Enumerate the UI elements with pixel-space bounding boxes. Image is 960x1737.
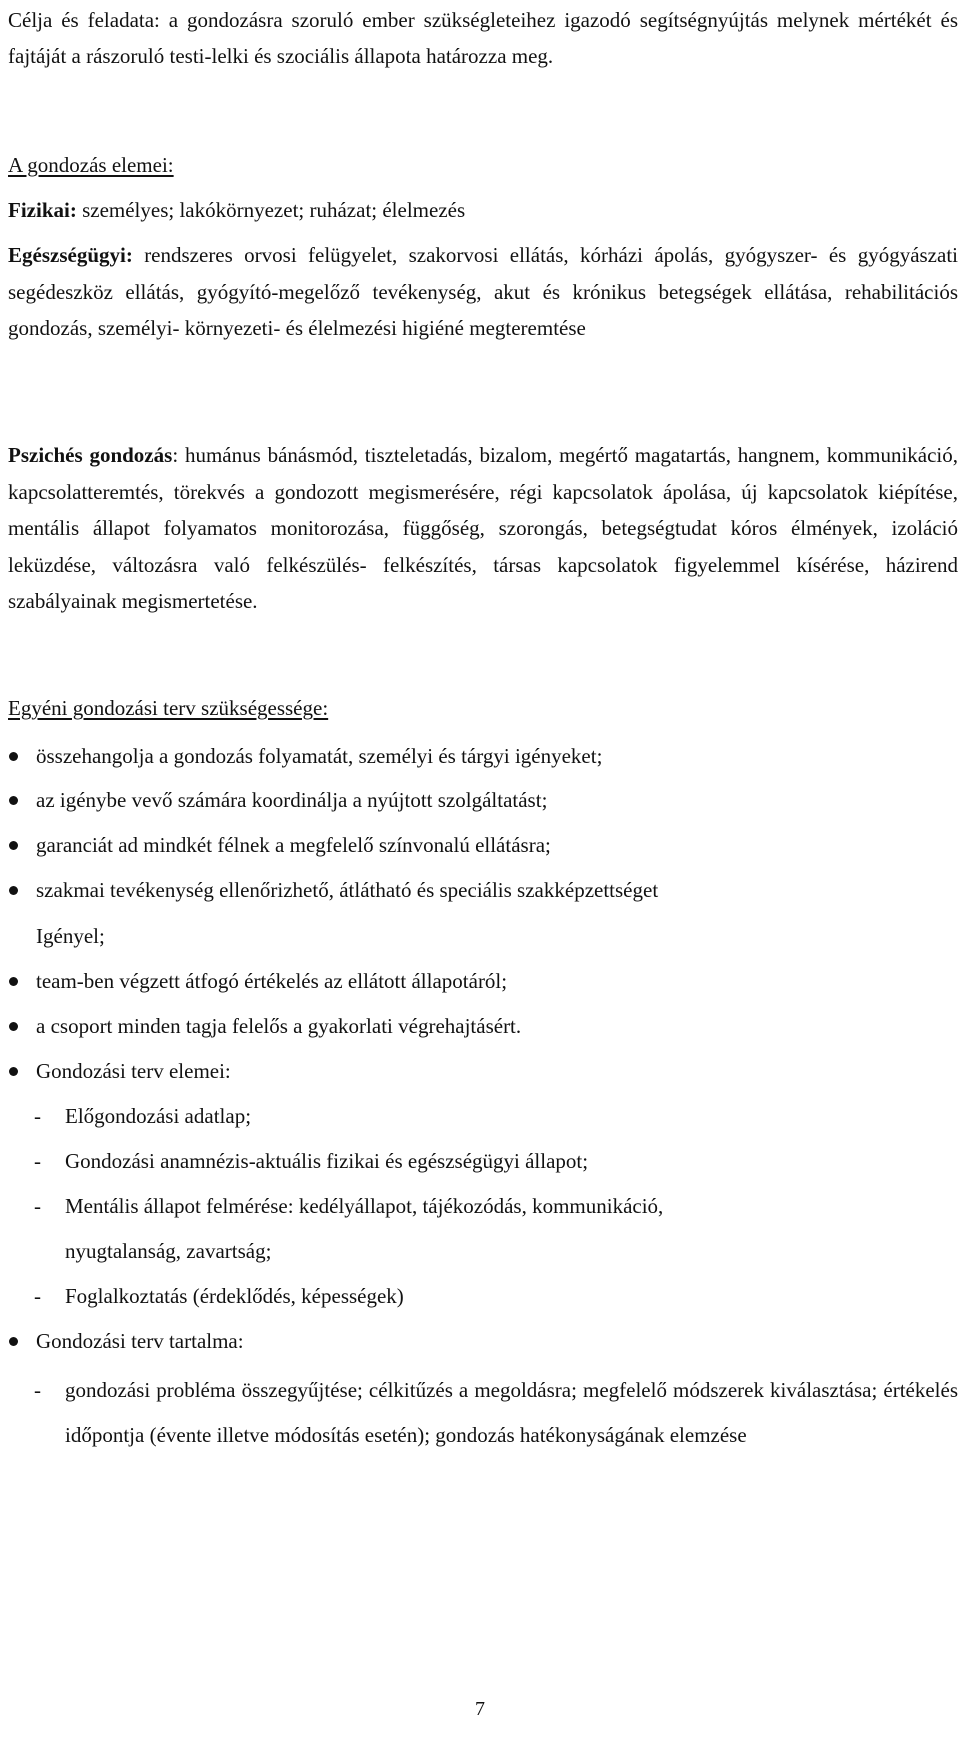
- fizikai-line: [8, 192, 958, 228]
- egeszsegugyi-block: [8, 237, 958, 347]
- bullet-list: [8, 872, 958, 908]
- intro-paragraph: Célja és feladata: a gondozásra szoruló ember szükségleteihez igazodó segítségnyújtás melynek mértékét és fajtáját a rászoruló testi-lelki és szociális állapota határozza meg.: [8, 8, 958, 69]
- dash-item: - Előgondozási adatlap;: [8, 1098, 958, 1134]
- pszichés-paragraph: [8, 437, 958, 620]
- fizikai-label: Fizikai:: [8, 198, 77, 222]
- bullet-icon: [9, 886, 18, 895]
- egeszsegugyi-paragraph: [8, 237, 958, 347]
- list-item: szakmai tevékenység ellenőrizhető, átlátható és speciális szakképzettséget: [8, 872, 958, 908]
- section-heading-gondozas-elemei: A gondozás elemei:: [8, 153, 174, 177]
- bullet-list: [8, 1053, 958, 1089]
- dash-item: - Foglalkoztatás (érdeklődés, képességek): [8, 1278, 958, 1314]
- pszichés-block: [8, 437, 958, 620]
- dash-item: - Gondozási anamnézis-aktuális fizikai és egészségügyi állapot;: [8, 1143, 958, 1179]
- dash-item-continuation: nyugtalanság, zavartság;: [65, 1239, 272, 1263]
- fizikai-text: személyes; lakókörnyezet; ruházat; élelmezés: [76, 198, 466, 222]
- section-heading-egyeni-terv: Egyéni gondozási terv szükségessége:: [8, 696, 329, 720]
- bullet-list: [8, 738, 958, 774]
- page-number: 7: [475, 1698, 485, 1720]
- list-item: a csoport minden tagja felelős a gyakorlati végrehajtásért.: [8, 1008, 958, 1044]
- list-item: Gondozási terv tartalma:: [8, 1323, 958, 1359]
- bullet-icon: [9, 752, 18, 761]
- bullet-icon: [9, 1022, 18, 1031]
- list-item: team-ben végzett átfogó értékelés az ellátott állapotáról;: [8, 963, 958, 999]
- dash-marker: -: [34, 1378, 41, 1402]
- list-item: Gondozási terv elemei:: [8, 1053, 958, 1089]
- bullet-list: [8, 963, 958, 999]
- list-item: összehangolja a gondozás folyamatát, személyi és tárgyi igényeket;: [8, 738, 958, 774]
- egeszsegugyi-label: Egészségügyi:: [8, 243, 133, 267]
- list-item: az igénybe vevő számára koordinálja a nyújtott szolgáltatást;: [8, 782, 958, 818]
- dash-marker: -: [34, 1284, 41, 1308]
- egeszsegugyi-text: rendszeres orvosi felügyelet, szakorvosi ellátás, kórházi ápolás, gyógyszer- és gyógyászati segédeszköz ellátás, gyógyító-megelőző tevékenység, akut és krónikus betegségek ellátása, rehabilitációs gondozás, személyi- környezeti- és élelmezési higiéné megteremtése: [8, 243, 958, 341]
- bullet-icon: [9, 977, 18, 986]
- pszichés-text: : humánus bánásmód, tiszteletadás, bizalom, megértő magatartás, hangnem, kommunikáció, kapcsolatteremtés, törekvés a gondozott megismerésére, régi kapcsolatok ápolása, új kapcsolatok kiépítése, mentális állapot folyamatos monitorozása, függőség, szorongás, betegségtudat kóros élmények, izoláció leküzdése, változásra való felkészülés- felkészítés, társas kapcsolatok figyelemmel kísérése, házirend szabályainak megismertetése.: [8, 443, 959, 614]
- dash-marker: -: [34, 1104, 41, 1128]
- bullet-list: [8, 827, 958, 863]
- list-item: garanciát ad mindkét félnek a megfelelő színvonalú ellátásra;: [8, 827, 958, 863]
- list-item-continuation: Igényel;: [36, 924, 105, 948]
- bullet-list: [8, 1323, 958, 1359]
- bullet-icon: [9, 796, 18, 805]
- dash-marker: -: [34, 1149, 41, 1173]
- bullet-list: [8, 1008, 958, 1044]
- bullet-list: [8, 782, 958, 818]
- bullet-icon: [9, 841, 18, 850]
- bullet-icon: [9, 1067, 18, 1076]
- dash-marker: -: [34, 1194, 41, 1218]
- pszichés-label: Pszichés gondozás: [8, 443, 173, 467]
- dash-item: - Mentális állapot felmérése: kedélyállapot, tájékozódás, kommunikáció,: [8, 1188, 958, 1224]
- dash-item: - gondozási probléma összegyűjtése; célkitűzés a megoldásra; megfelelő módszerek kiválasztása; értékelés időpontja (évente illetve módosítás esetén); gondozás hatékonyságának elemzése: [8, 1368, 958, 1458]
- bullet-icon: [9, 1337, 18, 1346]
